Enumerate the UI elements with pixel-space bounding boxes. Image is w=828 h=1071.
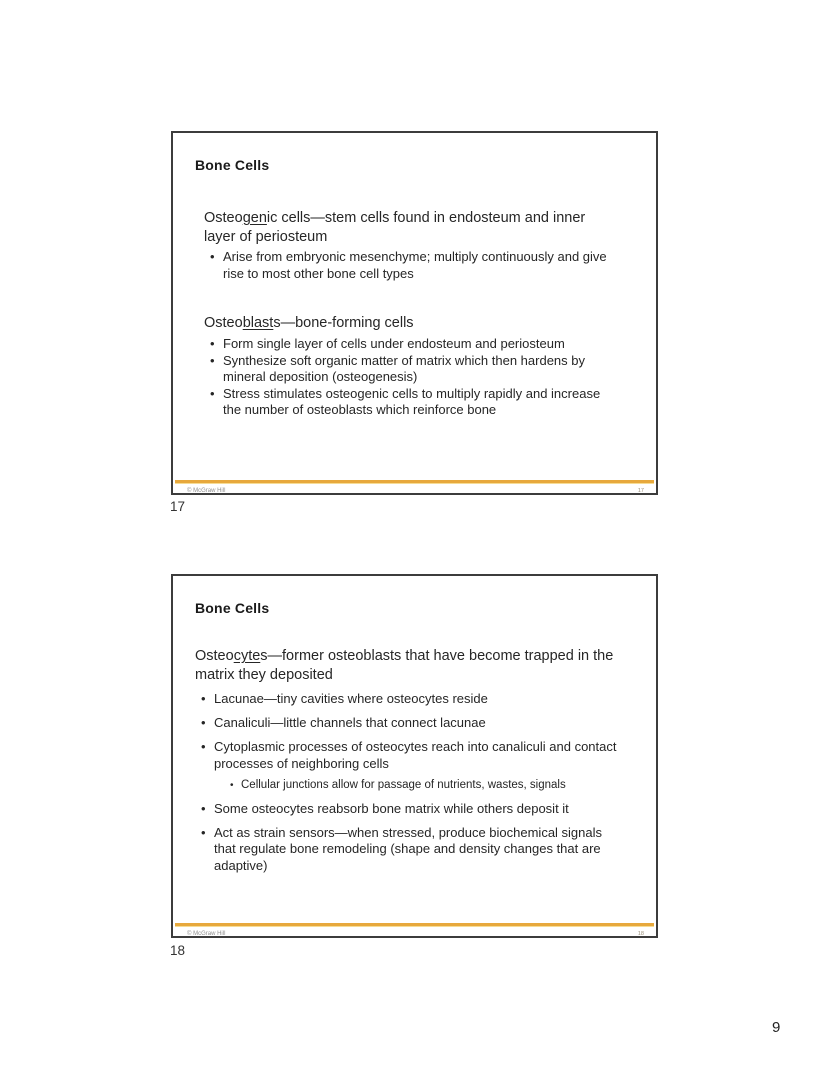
bullet-item: • Act as strain sensors—when stressed, produce biochemical signals that regulate bone remodeling (shape and density changes that are adaptive)	[200, 825, 618, 875]
bullet-item: • Stress stimulates osteogenic cells to multiply rapidly and increase the number of osteoblasts which reinforce bone	[209, 386, 607, 419]
heading-osteoblasts	[204, 314, 624, 333]
heading-text: s—bone-forming cells	[273, 315, 414, 331]
bullet-item	[200, 739, 618, 793]
bullet-item: • Form single layer of cells under endosteum and periosteum	[209, 336, 607, 353]
heading-osteogenic	[204, 209, 604, 247]
bullet-item: • Canaliculi—little channels that connect lacunae	[200, 715, 618, 732]
accent-divider	[175, 923, 654, 927]
slide-footer	[187, 931, 644, 937]
slide-title: Bone Cells	[195, 600, 270, 616]
heading-underlined-text: cyte	[233, 648, 261, 664]
footer-slide-number: 18	[637, 931, 644, 937]
heading-text: Osteo	[204, 315, 243, 331]
bullet-text: Cytoplasmic processes of osteocytes reach into canaliculi and contact processes of neighboring cells	[214, 739, 617, 771]
heading-text: ic cells—stem cells found in endosteum and inner layer of periosteum	[204, 210, 586, 245]
bullet-item: • Arise from embryonic mesenchyme; multiply continuously and give rise to most other bone cell types	[209, 249, 607, 282]
bullet-item: • Some osteocytes reabsorb bone matrix while others deposit it	[200, 801, 618, 818]
heading-osteocytes	[195, 647, 627, 685]
slide-label: 17	[170, 499, 186, 514]
slide-17	[171, 131, 658, 495]
heading-underlined-text: gen	[242, 210, 267, 226]
slide-title: Bone Cells	[195, 157, 270, 173]
bullet-list	[209, 249, 607, 282]
heading-text: Osteo	[204, 210, 243, 226]
page-number: 9	[772, 1019, 781, 1036]
slide-label: 18	[170, 943, 186, 958]
heading-text: s—former osteoblasts that have become trapped in the matrix they deposited	[195, 648, 614, 683]
bullet-list	[200, 691, 618, 874]
bullet-item: • Synthesize soft organic matter of matrix which then hardens by mineral deposition (osteogenesis)	[209, 353, 607, 386]
footer-copyright: © McGraw Hill	[187, 931, 226, 937]
sub-bullet-list	[229, 778, 618, 793]
sub-bullet-item: • Cellular junctions allow for passage of nutrients, wastes, signals	[229, 778, 618, 793]
slide-18	[171, 574, 658, 938]
slide-footer	[187, 488, 644, 494]
footer-copyright: © McGraw Hill	[187, 488, 226, 494]
heading-text: Osteo	[195, 648, 234, 664]
footer-slide-number: 17	[637, 488, 644, 494]
bullet-item: • Lacunae—tiny cavities where osteocytes reside	[200, 691, 618, 708]
bullet-list	[209, 336, 607, 419]
accent-divider	[175, 480, 654, 484]
heading-underlined-text: blast	[242, 315, 274, 331]
